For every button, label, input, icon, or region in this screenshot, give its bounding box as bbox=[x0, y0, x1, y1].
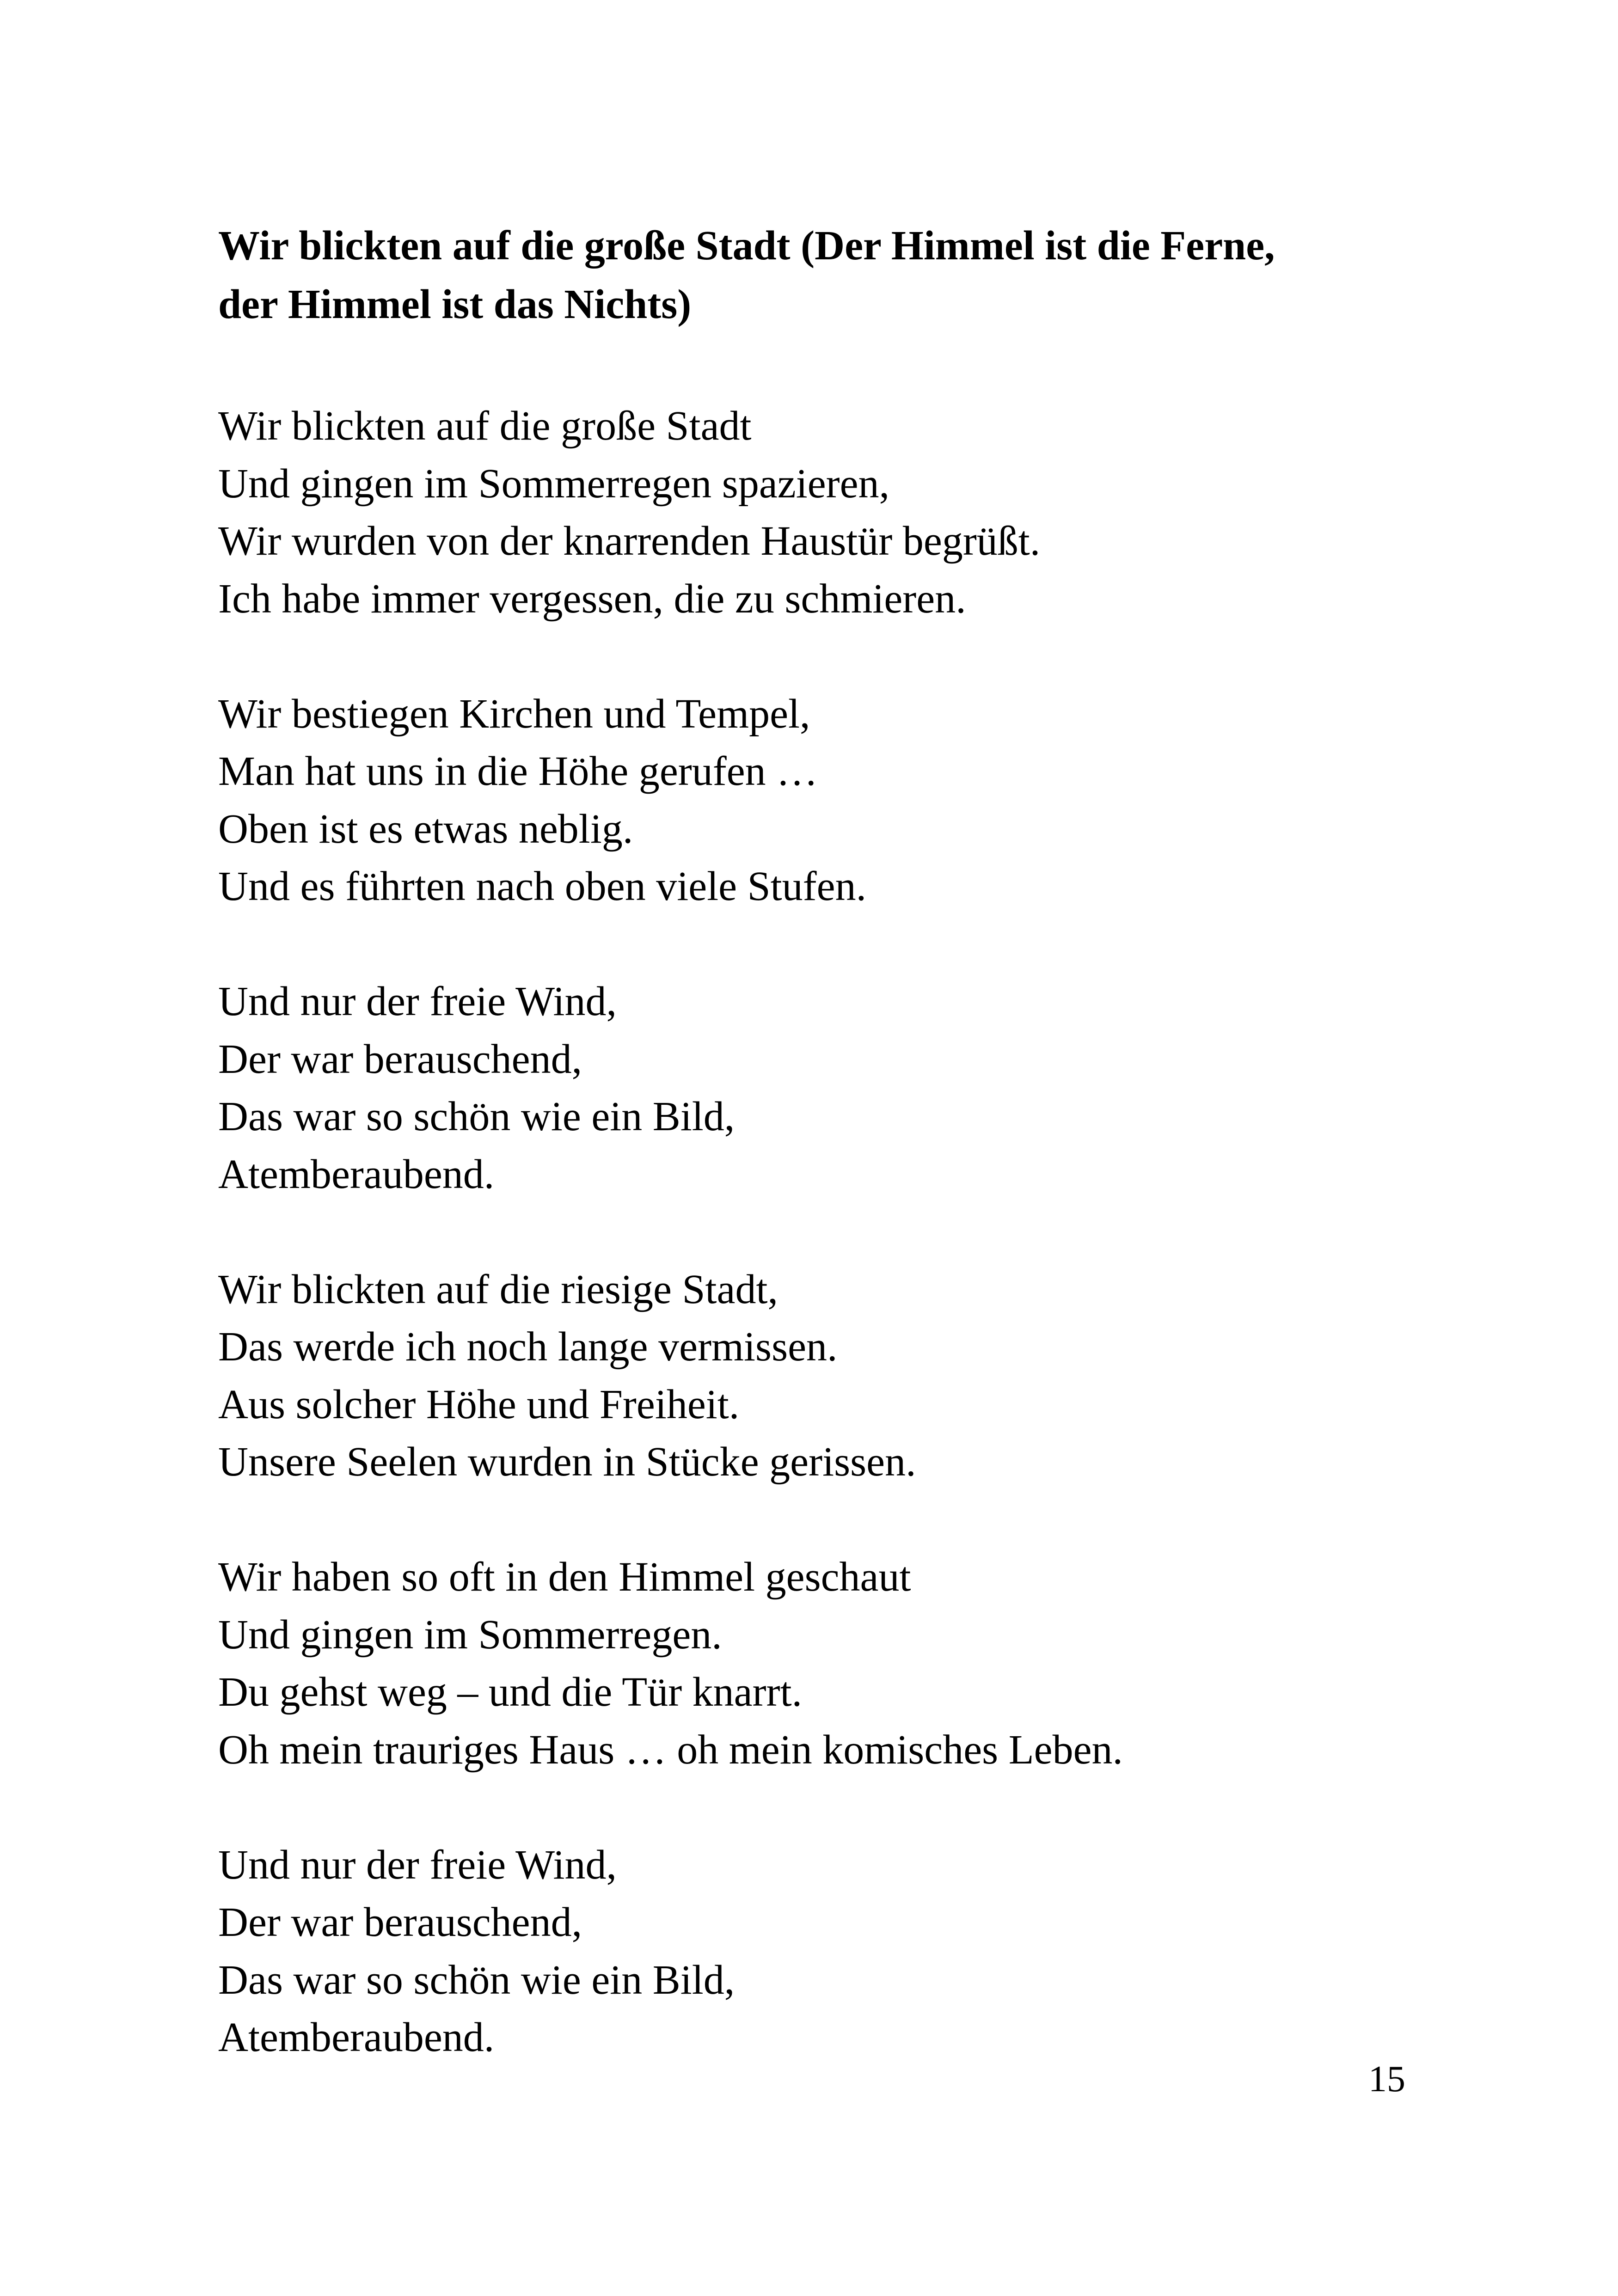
page-number: 15 bbox=[1368, 2059, 1405, 2100]
spacer bbox=[218, 334, 1420, 398]
poem-title bbox=[218, 216, 1420, 334]
verse-line: Man hat uns in die Höhe gerufen … bbox=[218, 748, 818, 794]
verse-line: Der war berauschend, bbox=[218, 1899, 582, 1945]
spacer bbox=[218, 916, 1420, 974]
spacer bbox=[218, 1491, 1420, 1549]
verse-line: Und gingen im Sommerregen spazieren, bbox=[218, 460, 890, 507]
stanza-1 bbox=[218, 398, 1420, 628]
spacer bbox=[218, 1779, 1420, 1837]
verse-line: Wir bestiegen Kirchen und Tempel, bbox=[218, 691, 810, 737]
verse-line: Das war so schön wie ein Bild, bbox=[218, 1957, 735, 2003]
verse-line: Ich habe immer vergessen, die zu schmieren. bbox=[218, 576, 966, 622]
stanza-4 bbox=[218, 1261, 1420, 1491]
verse-line: Aus solcher Höhe und Freiheit. bbox=[218, 1381, 740, 1427]
verse-line: Du gehst weg – und die Tür knarrt. bbox=[218, 1669, 803, 1715]
poem-title-line: der Himmel ist das Nichts) bbox=[218, 282, 692, 327]
poem bbox=[218, 216, 1420, 2067]
spacer bbox=[218, 628, 1420, 686]
verse-line: Oh mein trauriges Haus … oh mein komisches Leben. bbox=[218, 1727, 1123, 1773]
verse-line: Wir haben so oft in den Himmel geschaut bbox=[218, 1554, 911, 1600]
verse-line: Und es führten nach oben viele Stufen. bbox=[218, 863, 867, 909]
stanza-2 bbox=[218, 686, 1420, 916]
verse-line: Atemberaubend. bbox=[218, 1151, 495, 1197]
verse-line: Wir blickten auf die riesige Stadt, bbox=[218, 1266, 778, 1312]
verse-line: Wir wurden von der knarrenden Haustür begrüßt. bbox=[218, 518, 1041, 564]
stanza-3-refrain bbox=[218, 973, 1420, 1203]
verse-line: Das war so schön wie ein Bild, bbox=[218, 1094, 735, 1139]
verse-line: Und gingen im Sommerregen. bbox=[218, 1611, 722, 1658]
verse-line: Wir blickten auf die große Stadt bbox=[218, 403, 752, 449]
poem-title-line: Wir blickten auf die große Stadt (Der Himmel ist die Ferne, bbox=[218, 223, 1275, 269]
verse-line: Unsere Seelen wurden in Stücke gerissen. bbox=[218, 1439, 916, 1485]
verse-line: Und nur der freie Wind, bbox=[218, 979, 617, 1024]
verse-line: Der war berauschend, bbox=[218, 1036, 582, 1082]
verse-line: Und nur der freie Wind, bbox=[218, 1842, 617, 1888]
verse-line: Das werde ich noch lange vermissen. bbox=[218, 1324, 838, 1370]
stanza-5 bbox=[218, 1549, 1420, 1779]
verse-line: Atemberaubend. bbox=[218, 2014, 495, 2060]
stanza-6-refrain bbox=[218, 1837, 1420, 2067]
verse-line: Oben ist es etwas neblig. bbox=[218, 806, 633, 852]
spacer bbox=[218, 1203, 1420, 1261]
